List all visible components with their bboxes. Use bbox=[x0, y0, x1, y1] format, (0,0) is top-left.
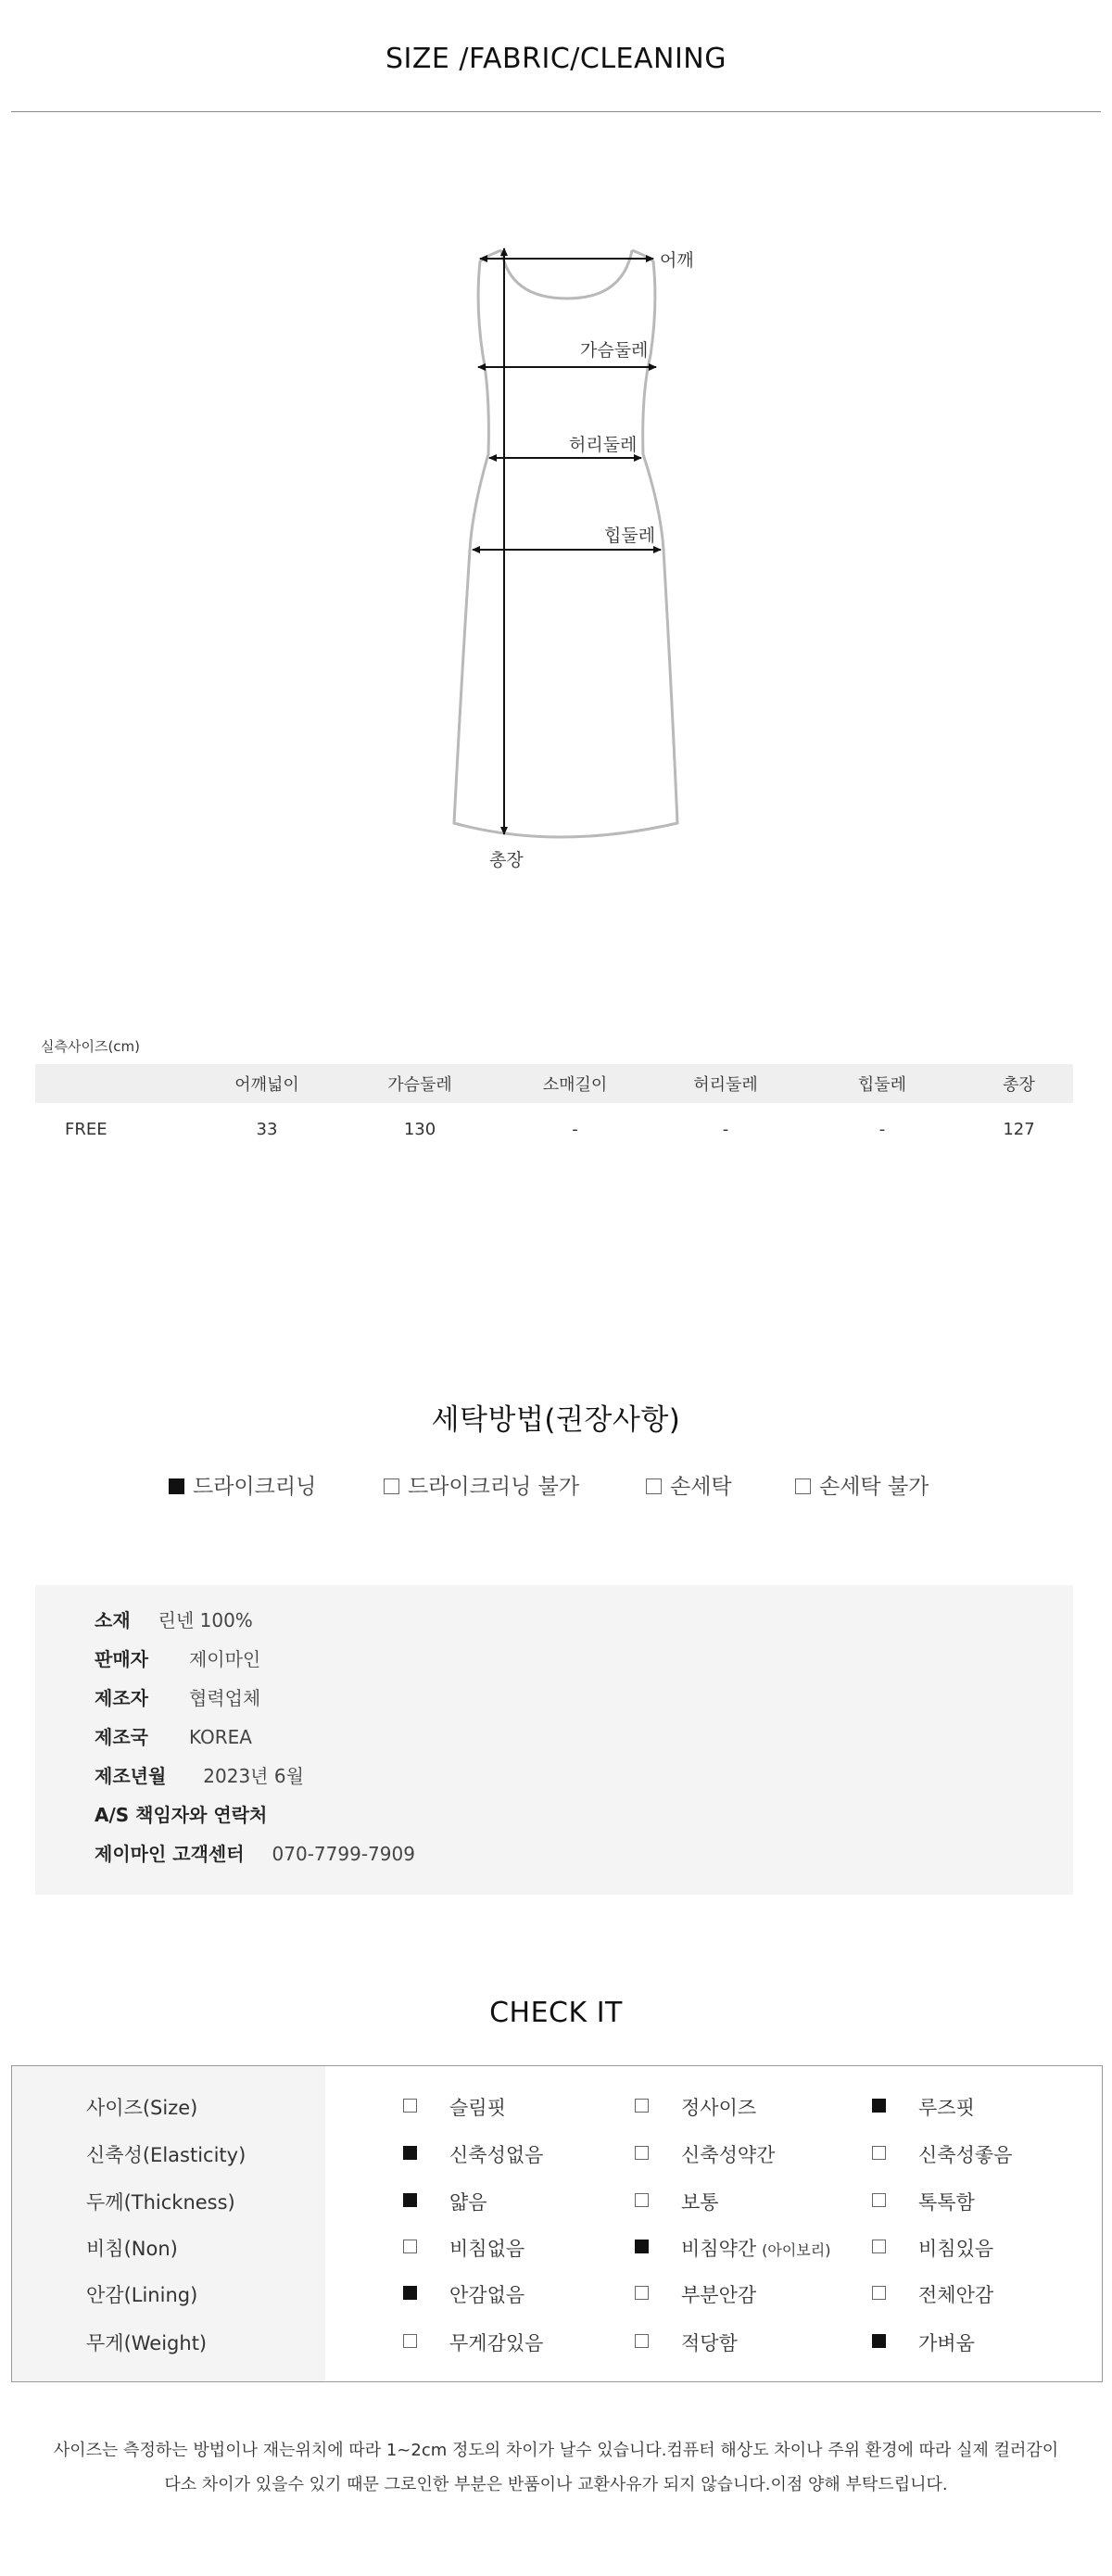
check-row bbox=[12, 2222, 1102, 2270]
info-country: 제조국 KOREA bbox=[95, 1726, 252, 1748]
check-row-label: 무게(Weight) bbox=[86, 2332, 208, 2354]
footer-line: 다소 차이가 있을수 있기 때문 그로인한 부분은 반품이나 교환사유가 되지 않습니다.이점 양해 부탁드립니다. bbox=[164, 2475, 948, 2494]
shoulder-label: 어깨 bbox=[660, 250, 694, 271]
wash-option-dryclean: 드라이크리닝 bbox=[169, 1469, 316, 1500]
washing-title: 세탁방법(권장사항) bbox=[431, 1403, 681, 1437]
product-info-block bbox=[35, 1585, 1073, 1895]
table-cell: - bbox=[722, 1119, 729, 1139]
checked-box-icon bbox=[872, 2334, 886, 2348]
footer-line: 사이즈는 측정하는 방법이나 재는위치에 따라 1~2cm 정도의 차이가 날수 있습니다.컴퓨터 해상도 차이나 주위 환경에 따라 실제 컬러감이 bbox=[53, 2441, 1059, 2460]
size-table-caption: 실측사이즈(cm) bbox=[41, 1038, 141, 1055]
check-option-label: 신축성약간 bbox=[681, 2144, 776, 2166]
check-row-label: 사이즈(Size) bbox=[86, 2097, 198, 2119]
wash-option-no-dryclean: 드라이크리닝 불가 bbox=[384, 1469, 579, 1500]
size-table bbox=[35, 1064, 1073, 1155]
check-row bbox=[12, 2316, 1102, 2365]
length-label: 총장 bbox=[489, 850, 524, 870]
check-option-label: 가벼움 bbox=[918, 2332, 975, 2354]
check-option-label: 슬림핏 bbox=[449, 2097, 506, 2119]
table-cell: 127 bbox=[1003, 1119, 1035, 1139]
unchecked-box-icon bbox=[795, 1478, 811, 1494]
dress-outline bbox=[0, 185, 1112, 908]
unchecked-box-icon bbox=[635, 2146, 649, 2160]
check-row bbox=[12, 2268, 1102, 2316]
table-cell: 33 bbox=[256, 1119, 278, 1139]
table-cell: 130 bbox=[403, 1119, 436, 1139]
check-row-label: 신축성(Elasticity) bbox=[86, 2144, 246, 2166]
table-header-row bbox=[35, 1064, 1073, 1103]
check-option-label: 신축성없음 bbox=[449, 2144, 544, 2166]
info-seller: 판매자 제이마인 bbox=[95, 1648, 261, 1670]
check-option-label: 무게감있음 bbox=[449, 2332, 544, 2354]
wash-option-no-handwash: 손세탁 불가 bbox=[795, 1469, 929, 1500]
check-title: CHECK IT bbox=[489, 1997, 623, 2029]
chest-label: 가슴둘레 bbox=[580, 340, 649, 361]
unchecked-box-icon bbox=[403, 2334, 417, 2348]
check-option-label: 신축성좋음 bbox=[918, 2144, 1013, 2166]
check-option-label: 정사이즈 bbox=[681, 2097, 757, 2119]
check-option-label: 비침있음 bbox=[918, 2238, 994, 2260]
unchecked-box-icon bbox=[384, 1478, 399, 1494]
check-row-label: 비침(Non) bbox=[86, 2238, 178, 2260]
unchecked-box-icon bbox=[635, 2099, 649, 2113]
table-header bbox=[35, 1064, 193, 1103]
table-header: 총장 bbox=[965, 1064, 1073, 1103]
info-as: A/S 책임자와 연락처 bbox=[95, 1804, 268, 1826]
check-row-label: 안감(Lining) bbox=[86, 2284, 198, 2306]
waist-label: 허리둘레 bbox=[569, 435, 638, 455]
unchecked-box-icon bbox=[872, 2193, 886, 2207]
check-option-label: 부분안감 bbox=[681, 2284, 757, 2306]
info-maker: 제조자 협력업체 bbox=[95, 1687, 261, 1709]
check-option-label: 안감없음 bbox=[449, 2284, 525, 2306]
unchecked-box-icon bbox=[872, 2286, 886, 2300]
table-header: 소매길이 bbox=[499, 1064, 651, 1103]
check-option-label: 비침없음 bbox=[449, 2238, 525, 2260]
info-material: 소재 린넨 100% bbox=[95, 1609, 253, 1631]
footer-notice bbox=[0, 2433, 1112, 2502]
divider bbox=[11, 111, 1101, 112]
checked-box-icon bbox=[403, 2146, 417, 2160]
check-option-label: 전체안감 bbox=[918, 2284, 994, 2306]
check-row bbox=[12, 2176, 1102, 2224]
unchecked-box-icon bbox=[635, 2193, 649, 2207]
table-header: 힙둘레 bbox=[800, 1064, 965, 1103]
checked-box-icon bbox=[872, 2099, 886, 2113]
check-option-label: 루즈핏 bbox=[918, 2097, 975, 2119]
check-option-label: 적당함 bbox=[681, 2332, 738, 2354]
checked-box-icon bbox=[403, 2286, 417, 2300]
hip-label: 힙둘레 bbox=[604, 526, 656, 546]
unchecked-box-icon bbox=[403, 2099, 417, 2113]
table-row bbox=[35, 1103, 1073, 1155]
unchecked-box-icon bbox=[872, 2240, 886, 2253]
unchecked-box-icon bbox=[635, 2286, 649, 2300]
check-option-label: 얇음 bbox=[449, 2191, 487, 2214]
checked-box-icon bbox=[635, 2240, 649, 2253]
check-option-note: (아이보리) bbox=[762, 2241, 831, 2259]
table-header: 가슴둘레 bbox=[341, 1064, 499, 1103]
info-customer-center: 제이마인 고객센터 070-7799-7909 bbox=[95, 1843, 415, 1865]
table-cell: - bbox=[878, 1119, 886, 1139]
check-it-table bbox=[11, 2065, 1103, 2382]
check-row bbox=[12, 2081, 1102, 2129]
table-header: 허리둘레 bbox=[651, 1064, 800, 1103]
table-header: 어깨넓이 bbox=[193, 1064, 341, 1103]
unchecked-box-icon bbox=[872, 2146, 886, 2160]
info-date: 제조년월 2023년 6월 bbox=[95, 1765, 304, 1787]
wash-option-handwash: 손세탁 bbox=[646, 1469, 732, 1500]
check-row bbox=[12, 2128, 1102, 2176]
check-option-label: 비침약간 bbox=[681, 2238, 757, 2260]
checked-box-icon bbox=[403, 2193, 417, 2207]
dress-measurement-diagram bbox=[0, 185, 1112, 908]
unchecked-box-icon bbox=[403, 2240, 417, 2253]
checked-box-icon bbox=[169, 1478, 184, 1494]
check-row-label: 두께(Thickness) bbox=[86, 2191, 235, 2214]
table-cell: FREE bbox=[65, 1119, 107, 1139]
table-cell: - bbox=[572, 1119, 578, 1139]
unchecked-box-icon bbox=[635, 2334, 649, 2348]
check-option-label: 보통 bbox=[681, 2191, 719, 2214]
check-option-label: 톡톡함 bbox=[918, 2191, 975, 2214]
unchecked-box-icon bbox=[646, 1478, 662, 1494]
page-title: SIZE /FABRIC/CLEANING bbox=[385, 43, 727, 75]
